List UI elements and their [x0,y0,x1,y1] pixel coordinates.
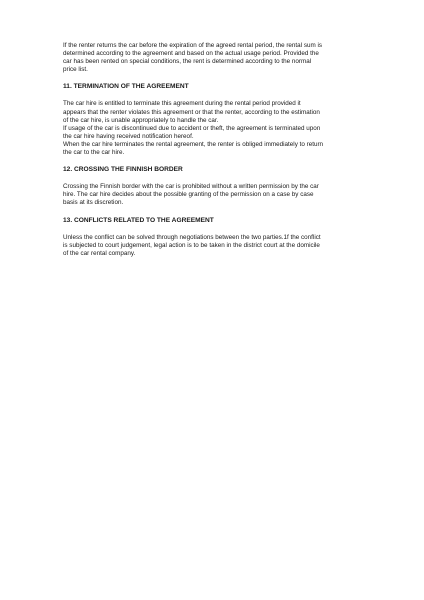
section-body-border: Crossing the Finnish border with the car is prohibited without a written permission by the car hire. The car hire decides about the possible granting of the permission on a case by case basis at its discretion. [63,183,319,207]
spacer [63,74,363,83]
section-body-termination: The car hire is entitled to terminate this agreement during the rental period provided it appears that the renter violates this agreement or that the renter, according to the estimation of the car hire, is unable appropriately to handle the car. If usage of the car is discontinued due to accident or theft, the agreement is terminated upon the car hire having received notification hereof. When the car hire terminates the rental agreement, the renter is obliged immediately to return the car to the car hire. [63,100,324,157]
spacer [63,225,363,234]
spacer [63,208,363,217]
spacer [63,91,363,100]
section-heading-termination: 11. TERMINATION OF THE AGREEMENT [63,83,189,91]
section-body-conflicts: Unless the conflict can be solved through negotiations between the two parties.1f the conflict is subjected to court judgement, legal action is to be taken in the district court at the domicile of the car rental company. [63,233,321,257]
document-body [63,42,363,258]
spacer [63,174,363,183]
intro-paragraph: If the renter returns the car before the expiration of the agreed rental period, the rental sum is determined according to the agreement and based on the actual usage period. Provided the car has been rented on special conditions, the rent is determined according to the normal price list. [63,42,323,74]
section-heading-conflicts: 13. CONFLICTS RELATED TO THE AGREEMENT [63,216,214,224]
section-heading-border: 12. CROSSING THE FINNISH BORDER [63,166,183,174]
spacer [63,157,363,166]
